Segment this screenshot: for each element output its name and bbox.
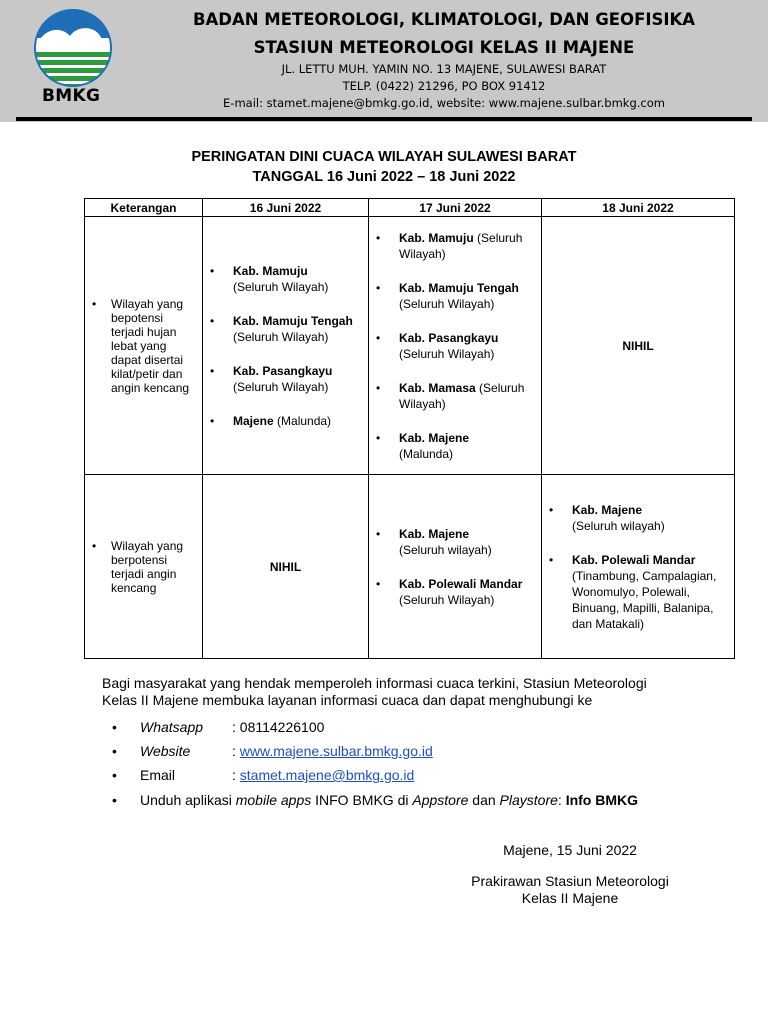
whatsapp-number: : 08114226100 xyxy=(232,719,325,735)
app-download-text: Unduh aplikasi mobile apps INFO BMKG di Appstore dan Playstore: Info BMKG xyxy=(140,792,639,808)
list-item: • Kab. Mamuju (Seluruh Wilayah) xyxy=(369,230,541,262)
header-day2: 17 Juni 2022 xyxy=(369,199,542,217)
email-value: : stamet.majene@bmkg.go.id xyxy=(232,767,415,783)
bullet-icon: • xyxy=(112,792,117,808)
list-item: • Kab. Mamuju Tengah (Seluruh Wilayah) xyxy=(203,313,368,345)
list-item: • Wilayah yang berpotensi terjadi angin kencang xyxy=(85,539,202,595)
cell-rain-day3: NIHIL xyxy=(542,217,735,475)
list-item: • Kab. Mamasa (Seluruh Wilayah) xyxy=(369,380,541,412)
info-paragraph: Bagi masyarakat yang hendak memperoleh informasi cuaca terkini, Stasiun Meteorologi Kelas II Majene membuka layanan informasi cuaca dan dapat menghubungi ke xyxy=(102,675,647,708)
header-keterangan: Keterangan xyxy=(85,199,203,217)
bullet-icon: • xyxy=(112,767,117,783)
station-phone: TELP. (0422) 21296, PO BOX 91412 xyxy=(342,79,546,93)
website-value: : www.majene.sulbar.bmkg.go.id xyxy=(232,743,433,759)
signature-date: Majene, 15 Juni 2022 xyxy=(503,842,637,858)
letterhead xyxy=(0,0,768,122)
website-label: Website xyxy=(140,743,191,759)
bullet-icon: • xyxy=(112,719,117,735)
email-link[interactable]: stamet.majene@bmkg.go.id xyxy=(239,767,415,783)
signature-role xyxy=(450,873,690,907)
email-label: Email xyxy=(140,767,176,783)
cell-rain-day2 xyxy=(369,217,542,475)
document-date-range: TANGGAL 16 Juni 2022 – 18 Juni 2022 xyxy=(252,169,516,185)
list-item: • Kab. Pasangkayu (Seluruh Wilayah) xyxy=(203,363,368,395)
list-item: • Kab. Pasangkayu (Seluruh Wilayah) xyxy=(369,330,541,362)
bullet-icon: • xyxy=(112,743,117,759)
cell-rain-day1 xyxy=(203,217,369,475)
document-title: PERINGATAN DINI CUACA WILAYAH SULAWESI BARAT xyxy=(191,149,577,165)
station-contact: E-mail: stamet.majene@bmkg.go.id, website: www.majene.sulbar.bmkg.com xyxy=(223,96,665,110)
cell-wind-day1: NIHIL xyxy=(203,475,369,659)
list-item: • Kab. Mamuju Tengah (Seluruh Wilayah) xyxy=(369,280,541,312)
list-item: • Kab. Majene (Seluruh wilayah) xyxy=(542,502,734,534)
header-day1: 16 Juni 2022 xyxy=(203,199,369,217)
station-name: STASIUN METEOROLOGI KELAS II MAJENE xyxy=(253,38,635,57)
whatsapp-label: Whatsapp xyxy=(140,719,204,735)
agency-name: BADAN METEOROLOGI, KLIMATOLOGI, DAN GEOFISIKA xyxy=(192,10,696,29)
list-item: • Wilayah yang bepotensi terjadi hujan lebat yang dapat disertai kilat/petir dan angin kencang xyxy=(85,297,202,395)
header-divider xyxy=(16,117,752,121)
logo-text: BMKG xyxy=(42,86,101,106)
list-item: • Kab. Polewali Mandar (Tinambung, Campalagian, Wonomulyo, Polewali, Binuang, Mapilli, Balanipa, dan Matakali) xyxy=(542,552,734,632)
table-header-row xyxy=(85,199,735,217)
list-item: • Kab. Majene (Seluruh wilayah) xyxy=(369,526,541,558)
table-row-heavy-rain xyxy=(85,217,735,475)
signature-role-line2: Kelas II Majene xyxy=(521,890,619,906)
warning-table xyxy=(84,198,735,659)
header-day3: 18 Juni 2022 xyxy=(542,199,735,217)
table-row-strong-wind xyxy=(85,475,735,659)
app-name: Info BMKG xyxy=(565,792,639,808)
list-item: • Kab. Mamuju (Seluruh Wilayah) xyxy=(203,263,368,295)
signature-role-line1: Prakirawan Stasiun Meteorologi xyxy=(471,873,669,889)
website-link[interactable]: www.majene.sulbar.bmkg.go.id xyxy=(239,743,433,759)
cell-wind-day3 xyxy=(542,475,735,659)
cell-keterangan-rain xyxy=(85,217,203,475)
list-item: • Kab. Majene (Malunda) xyxy=(369,430,541,462)
list-item: • Majene (Malunda) xyxy=(203,413,368,429)
station-address: JL. LETTU MUH. YAMIN NO. 13 MAJENE, SULAWESI BARAT xyxy=(281,62,607,76)
cell-keterangan-wind xyxy=(85,475,203,659)
cell-wind-day2 xyxy=(369,475,542,659)
list-item: • Kab. Polewali Mandar (Seluruh Wilayah) xyxy=(369,576,541,608)
